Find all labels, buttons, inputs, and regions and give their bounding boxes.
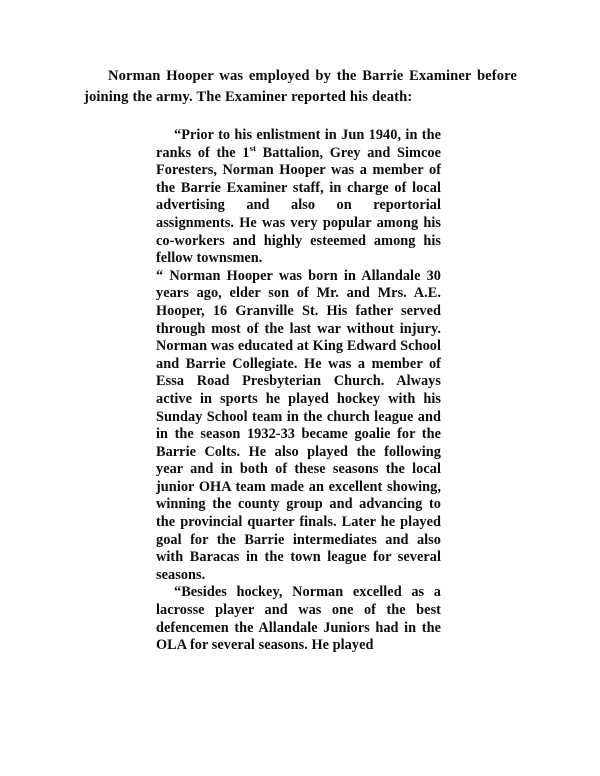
intro-section (84, 66, 517, 108)
ordinal-superscript: st (249, 142, 256, 153)
excerpt-paragraph-3: “Besides hockey, Norman excelled as a lacrosse player and was one of the best defencemen the Allandale Juniors had in the OLA for several seasons. He played (156, 584, 441, 654)
excerpt-paragraph-1-text-start: “Prior to his enlistment in Jun 1940, in the ranks of the 1 (156, 127, 441, 161)
excerpt-paragraph-1 (156, 127, 441, 268)
excerpt-paragraph-1-text-end: Battalion, Grey and Simcoe Foresters, Norman Hooper was a member of the Barrie Examiner staff, in charge of local advertising and also on reportorial assignments. He was very popular among his co-workers and highly esteemed among his fellow townsmen. (156, 144, 442, 267)
intro-paragraph: Norman Hooper was employed by the Barrie Examiner before joining the army. The Examiner reported his death: (84, 68, 517, 105)
quoted-excerpt-section (156, 127, 441, 655)
excerpt-paragraph-2: “ Norman Hooper was born in Allandale 30 years ago, elder son of Mr. and Mrs. A.E. Hooper, 16 Granville St. His father served through most of the last war without injury. Norman was educated at King Edward School and Barrie Collegiate. He was a member of Essa Road Presbyterian Church. Always active in sports he played hockey with his Sunday School team in the church league and in the season 1932-33 became goalie for the Barrie Colts. He also played the following year and in both of these seasons the local junior OHA team made an excellent showing, winning the county group and advancing to the provincial quarter finals. Later he played goal for the Barrie intermediates and also with Baracas in the town league for several seasons. (156, 267, 441, 583)
